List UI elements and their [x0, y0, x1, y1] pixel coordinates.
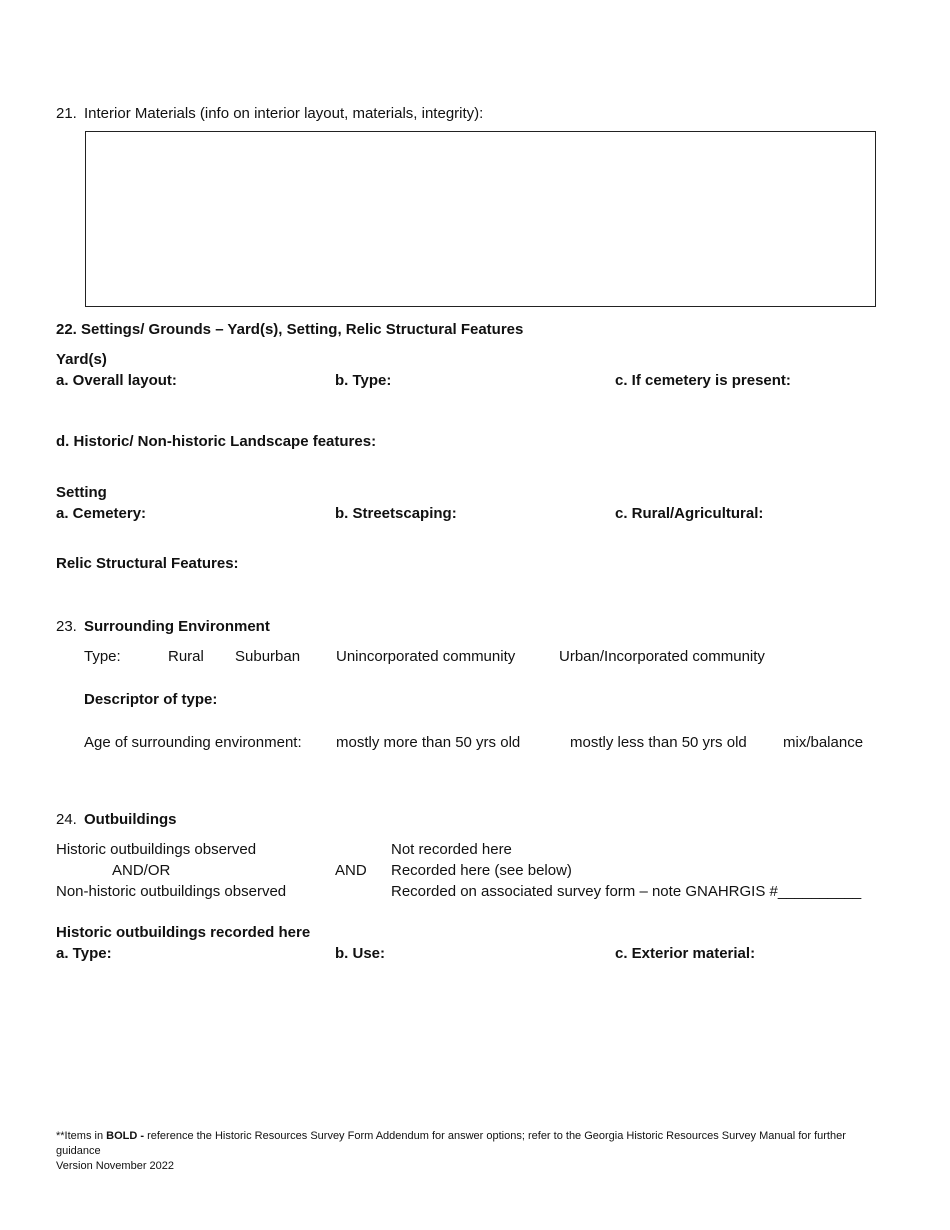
cemetery-present-label: c. If cemetery is present:	[615, 372, 791, 389]
descriptor-of-type-label: Descriptor of type:	[84, 691, 218, 708]
section-22-heading: 22. Settings/ Grounds – Yard(s), Setting, Relic Structural Features	[56, 321, 524, 338]
andor-text: AND/OR	[112, 862, 171, 879]
historic-outbuildings-observed[interactable]: Historic outbuildings observed	[56, 841, 257, 858]
landscape-features-label: d. Historic/ Non-historic Landscape features:	[56, 433, 377, 450]
footer-rest: reference the Historic Resources Survey Form Addendum for answer options; refer to the Georgia Historic Resources Survey Manual for further	[144, 1130, 846, 1142]
interior-materials-label: Interior Materials (info on interior layout, materials, integrity):	[84, 105, 484, 122]
nonhistoric-outbuildings-observed[interactable]: Non-historic outbuildings observed	[56, 883, 287, 900]
not-recorded-option[interactable]: Not recorded here	[391, 841, 512, 858]
outbuildings-heading: Outbuildings	[84, 811, 177, 828]
env-type-label: Type:	[84, 648, 121, 665]
surrounding-environment-heading: Surrounding Environment	[84, 618, 270, 635]
outbuilding-type-label: a. Type:	[56, 945, 112, 962]
env-type-option[interactable]: Suburban	[235, 648, 301, 665]
setting-cemetery-label: a. Cemetery:	[56, 505, 147, 522]
footer-prefix: **Items in	[56, 1130, 107, 1142]
footer-note	[56, 1129, 846, 1144]
footer-bold: BOLD -	[106, 1130, 145, 1142]
env-type-option[interactable]: Rural	[168, 648, 204, 665]
footer-version: Version November 2022	[56, 1160, 175, 1172]
section-24-number: 24.	[56, 811, 77, 828]
streetscaping-label: b. Streetscaping:	[335, 505, 457, 522]
rural-agricultural-label: c. Rural/Agricultural:	[615, 505, 764, 522]
interior-materials-textbox[interactable]	[85, 131, 876, 307]
env-type-option[interactable]: Urban/Incorporated community	[559, 648, 765, 665]
section-23-number: 23.	[56, 618, 77, 635]
recorded-associated-form-option[interactable]: Recorded on associated survey form – note GNAHRGIS #__________	[391, 883, 862, 900]
age-option[interactable]: mostly more than 50 yrs old	[336, 734, 521, 751]
footer-note-line2: guidance	[56, 1145, 101, 1157]
exterior-material-label: c. Exterior material:	[615, 945, 756, 962]
section-21-number: 21.	[56, 105, 77, 122]
age-option[interactable]: mostly less than 50 yrs old	[570, 734, 747, 751]
env-type-option[interactable]: Unincorporated community	[336, 648, 516, 665]
setting-title: Setting	[56, 484, 107, 501]
age-option[interactable]: mix/balance	[783, 734, 864, 751]
recorded-here-option[interactable]: Recorded here (see below)	[391, 862, 572, 879]
outbuilding-use-label: b. Use:	[335, 945, 386, 962]
historic-outbuildings-recorded-title: Historic outbuildings recorded here	[56, 924, 311, 941]
overall-layout-label: a. Overall layout:	[56, 372, 177, 389]
and-text: AND	[335, 862, 367, 879]
yard-type-label: b. Type:	[335, 372, 392, 389]
age-surrounding-label: Age of surrounding environment:	[84, 734, 302, 751]
relic-structural-features-label: Relic Structural Features:	[56, 555, 239, 572]
yards-title: Yard(s)	[56, 351, 107, 368]
